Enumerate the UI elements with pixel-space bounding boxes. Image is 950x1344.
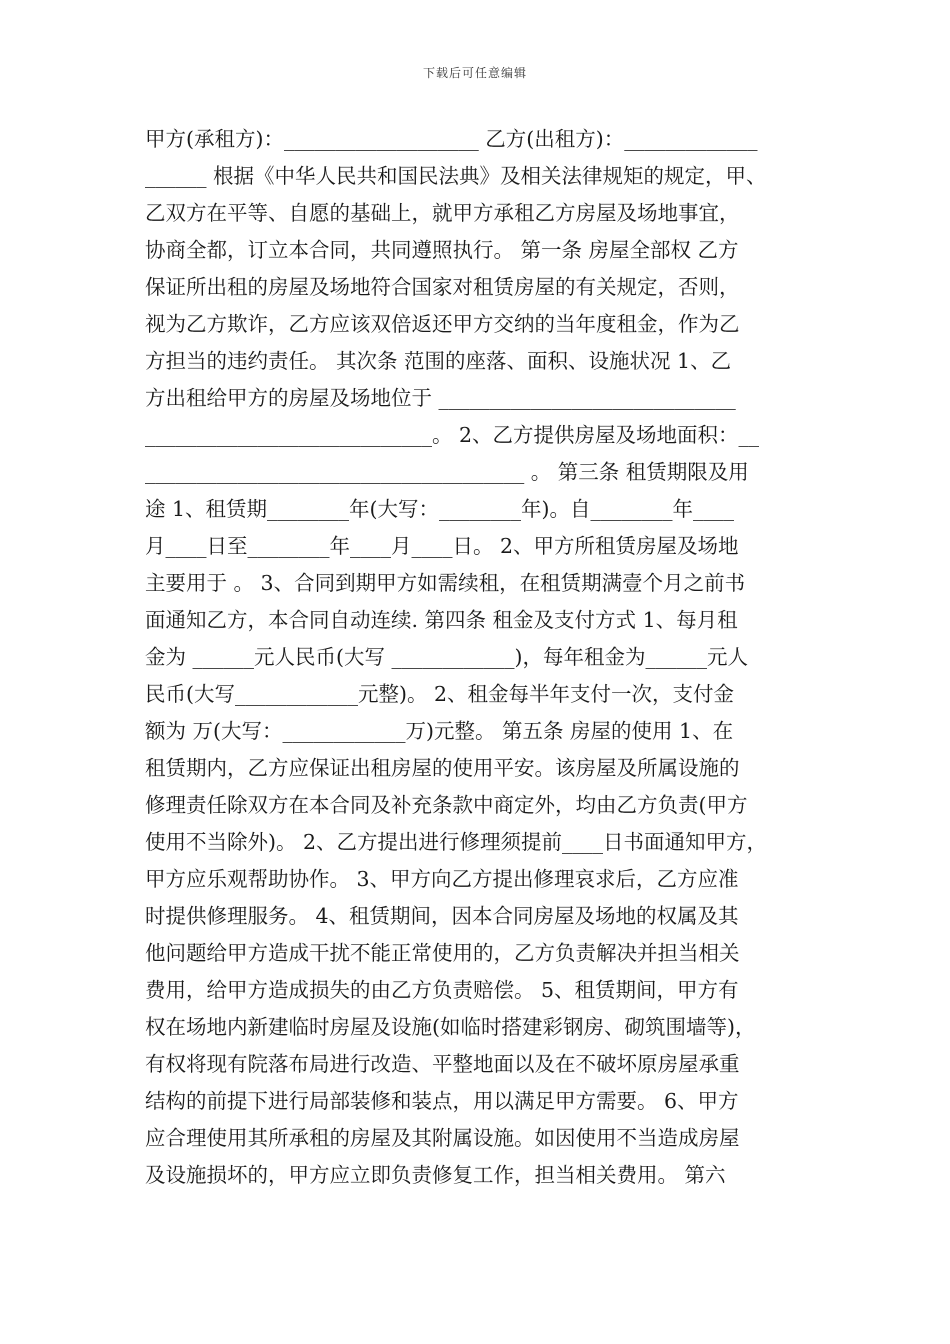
text-line: 金为 ______元人民币(大写 ____________)，每年租金为______元人	[145, 645, 749, 669]
text-line: ______ 根据《中华人民共和国民法典》及相关法律规矩的规定，甲、	[145, 164, 767, 188]
text-line: _____________________________________ 。 第三条 租赁期限及用	[145, 460, 749, 484]
text-line: 及设施损坏的，甲方应立即负责修复工作，担当相关费用。 第六	[145, 1163, 726, 1187]
page-header: 下载后可任意编辑	[422, 66, 527, 80]
text-line: 甲方应乐观帮助协作。 3、甲方向乙方提出修理哀求后，乙方应准	[145, 867, 739, 891]
text-line: 面通知乙方，本合同自动连续. 第四条 租金及支付方式 1、每月租	[145, 608, 738, 632]
contract-body	[145, 121, 825, 1194]
text-line: 有权将现有院落布局进行改造、平整地面以及在不破坏原房屋承重	[145, 1052, 740, 1076]
text-line: 月____日至________年____月____日。 2、甲方所租赁房屋及场地	[145, 534, 739, 558]
text-line: 使用不当除外)。 2、乙方提出进行修理须提前____日书面通知甲方，	[145, 830, 768, 854]
text-line: 权在场地内新建临时房屋及设施(如临时搭建彩钢房、砌筑围墙等)，	[145, 1015, 756, 1039]
text-line: 协商全都，订立本合同，共同遵照执行。 第一条 房屋全部权 乙方	[145, 238, 739, 262]
text-line: 时提供修理服务。 4、租赁期间，因本合同房屋及场地的权属及其	[145, 904, 739, 928]
text-line: 结构的前提下进行局部装修和装点，用以满足甲方需要。 6、甲方	[145, 1089, 739, 1113]
text-line: 额为 万(大写：____________万)元整。 第五条 房屋的使用 1、在	[145, 719, 734, 743]
text-line: 保证所出租的房屋及场地符合国家对租赁房屋的有关规定，否则，	[145, 275, 740, 299]
text-line: 租赁期内，乙方应保证出租房屋的使用平安。该房屋及所属设施的	[145, 756, 740, 780]
text-line: 途 1、租赁期________年(大写：________年)。自________年____	[145, 497, 735, 521]
text-line: 方担当的违约责任。 其次条 范围的座落、面积、设施状况 1、乙	[145, 349, 732, 373]
text-line: 视为乙方欺诈，乙方应该双倍返还甲方交纳的当年度租金，作为乙	[145, 312, 740, 336]
text-line: 修理责任除双方在本合同及补充条款中商定外，均由乙方负责(甲方	[145, 793, 748, 817]
text-line: 他问题给甲方造成干扰不能正常使用的，乙方负责解决并担当相关	[145, 941, 740, 965]
text-line: 甲方(承租方)：___________________ 乙方(出租方)：_____________	[145, 127, 758, 151]
text-line: 应合理使用其所承租的房屋及其附属设施。如因使用不当造成房屋	[145, 1126, 740, 1150]
text-line: 主要用于 。 3、合同到期甲方如需续租，在租赁期满壹个月之前书	[145, 571, 746, 595]
text-line: ____________________________。 2、乙方提供房屋及场地面积：__	[145, 423, 760, 447]
text-line: 费用，给甲方造成损失的由乙方负责赔偿。 5、租赁期间，甲方有	[145, 978, 739, 1002]
text-line: 民币(大写____________元整)。 2、租金每半年支付一次，支付金	[145, 682, 735, 706]
text-line: 方出租给甲方的房屋及场地位于 _____________________________	[145, 386, 736, 410]
text-line: 乙双方在平等、自愿的基础上，就甲方承租乙方房屋及场地事宜，	[145, 201, 740, 225]
